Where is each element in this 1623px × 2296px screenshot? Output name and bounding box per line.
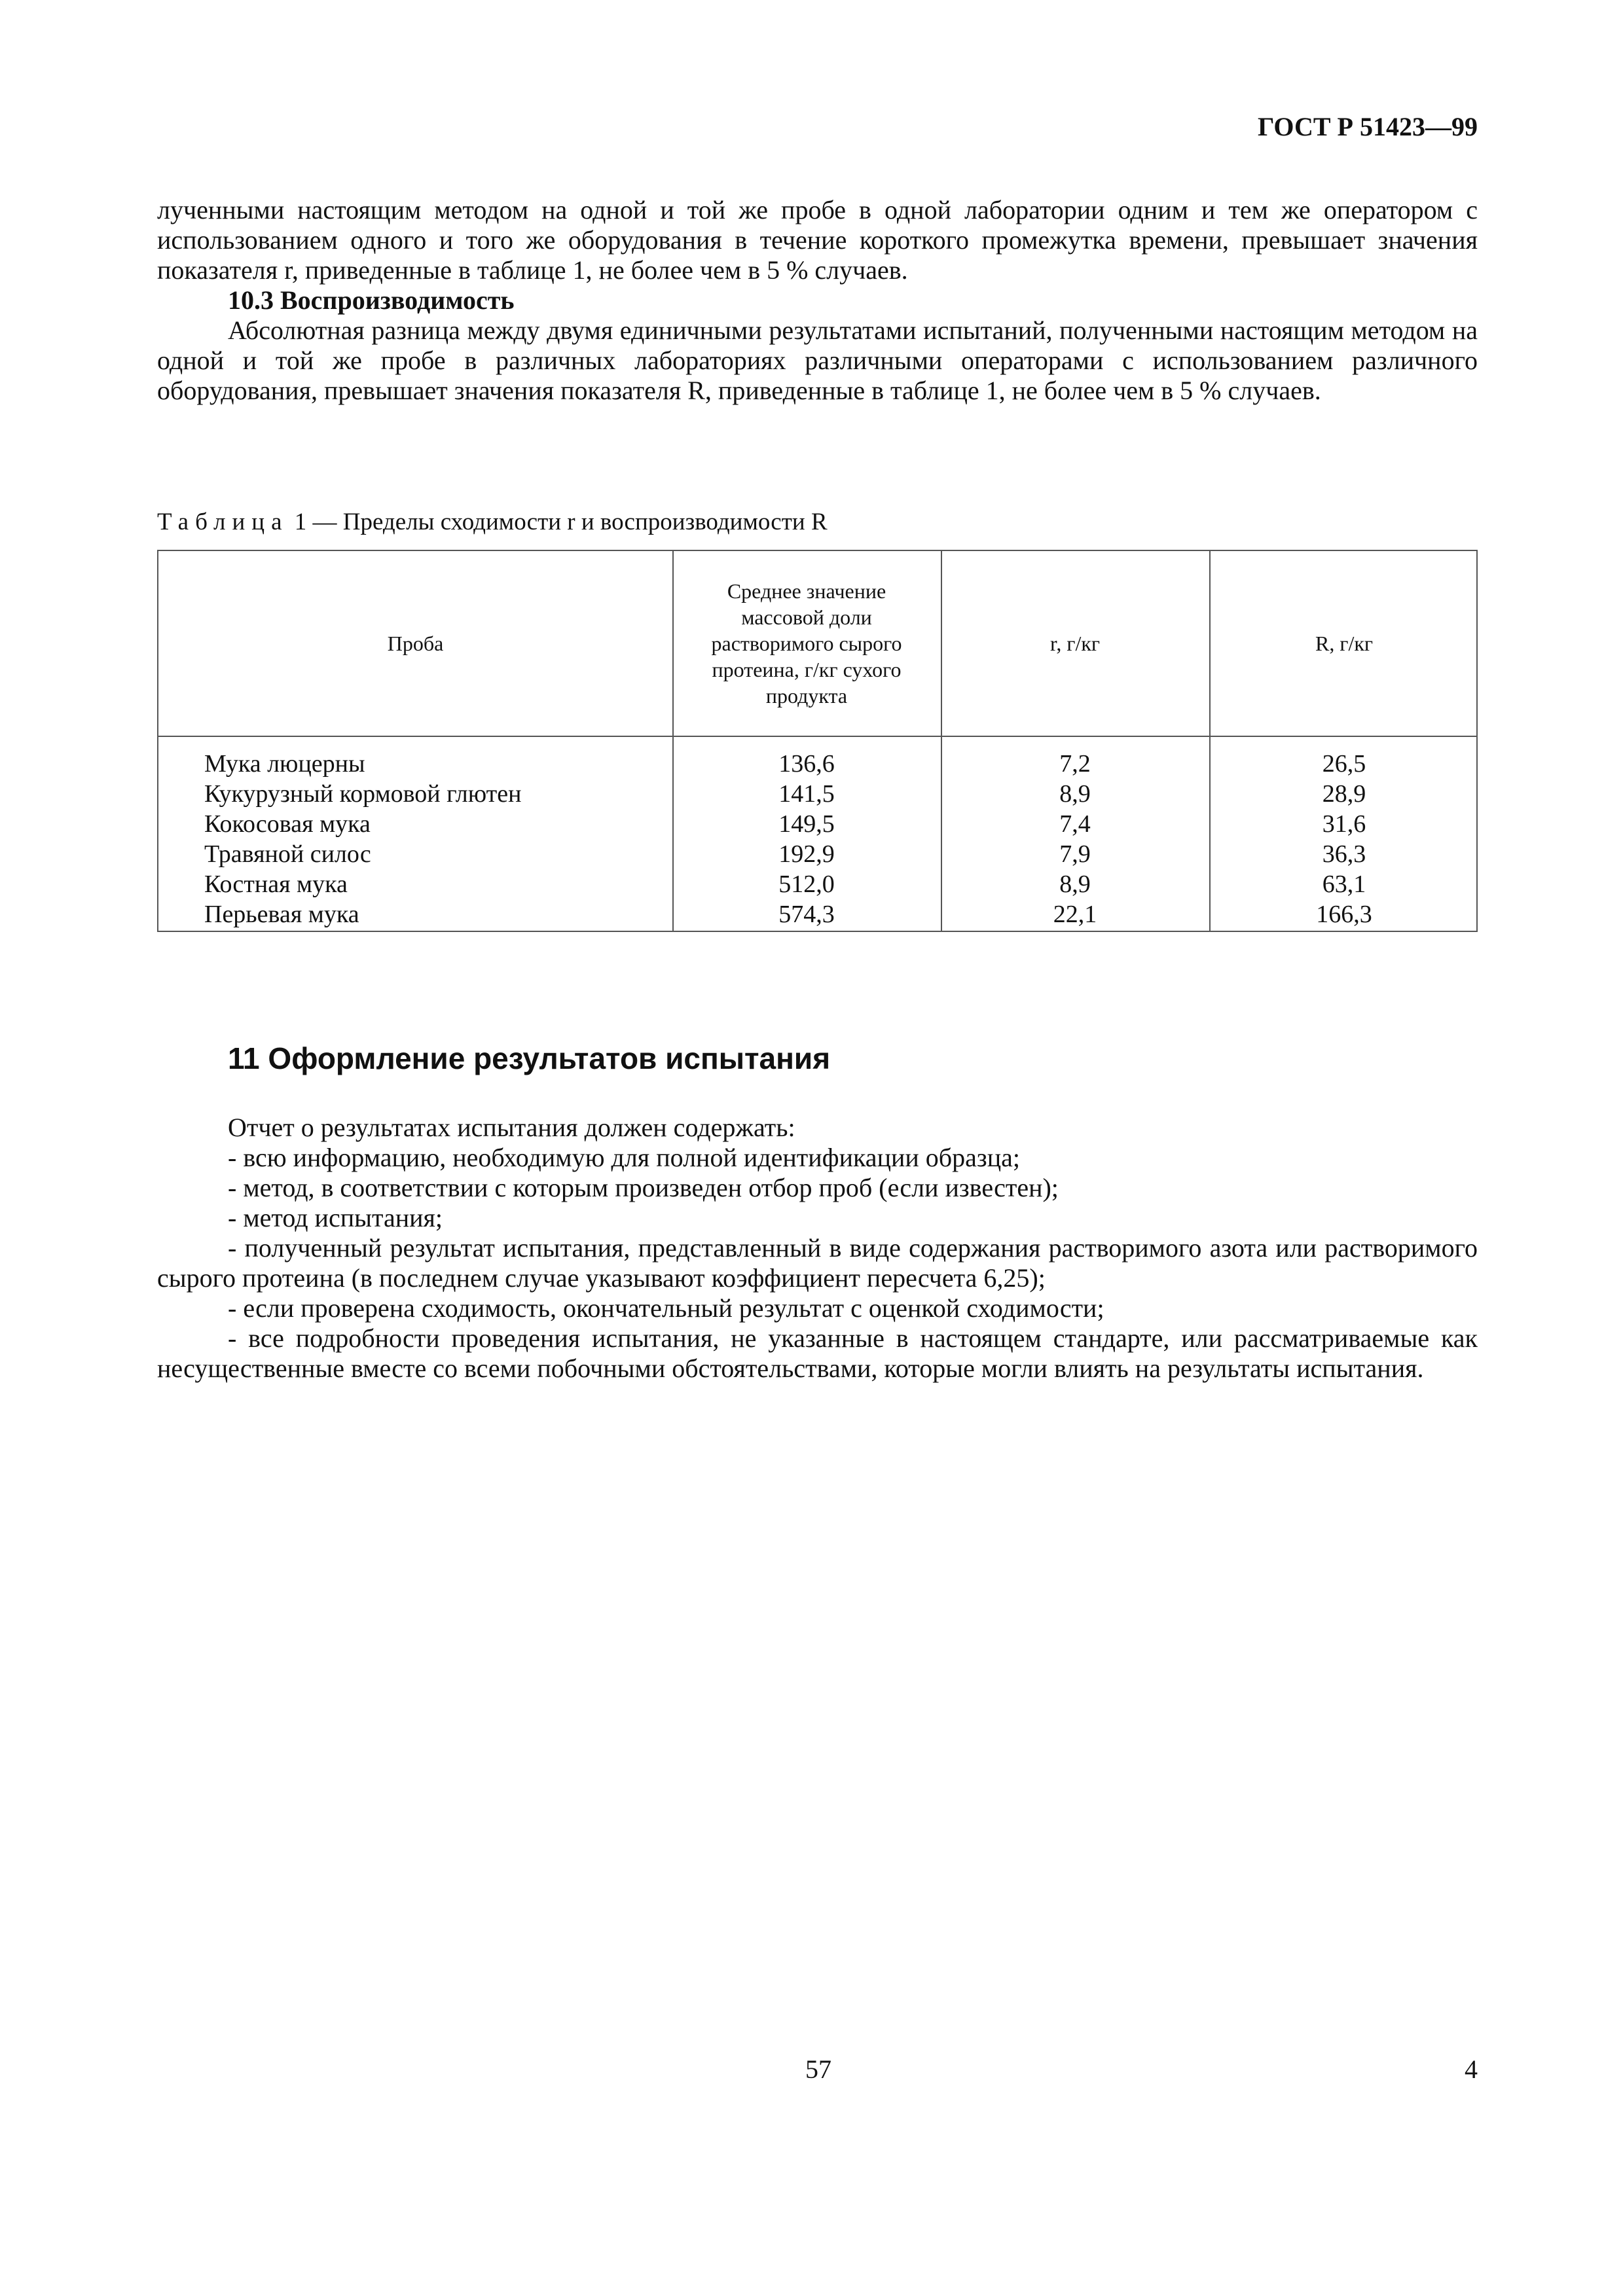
cell-mean: 192,9	[778, 840, 835, 868]
cell-mean: 136,6	[778, 750, 835, 778]
section-10-3-text: Абсолютная разница между двумя единичными результатами испытаний, полученными настоящим методом на одной и той же пробе в различных лабораториях различными операторами с использованием различного оборудования, превышает значения показателя R, приведенные в таблице 1, не более чем в 5 % случаев.	[157, 315, 1478, 405]
cell-r: 7,4	[1059, 810, 1091, 838]
cell-R: 28,9	[1322, 780, 1366, 808]
table-row	[158, 749, 1476, 779]
table-header-divider	[158, 736, 1476, 737]
table-row	[158, 869, 1476, 899]
header-probe: Проба	[387, 632, 444, 655]
cell-mean: 512,0	[778, 870, 835, 898]
cell-probe: Кокосовая мука	[204, 810, 371, 838]
table-body	[158, 749, 1476, 929]
page-number: 57	[805, 2054, 831, 2084]
header-r: r, г/кг	[1049, 632, 1101, 655]
section-11-lead: Отчет о результатах испытания должен содержать:	[228, 1113, 795, 1142]
limits-table	[157, 550, 1478, 932]
cell-probe: Перьевая мука	[204, 901, 359, 928]
table-row	[158, 779, 1476, 809]
cell-R: 26,5	[1322, 750, 1366, 778]
list-item: - всю информацию, необходимую для полной идентификации образца;	[228, 1143, 1020, 1172]
table-caption-text: 1 — Пределы сходимости r и воспроизводимости R	[288, 509, 828, 535]
table-caption-label: Таблица	[157, 509, 289, 535]
cell-mean: 149,5	[778, 810, 835, 838]
cell-r: 7,2	[1059, 750, 1091, 778]
cell-r: 7,9	[1059, 840, 1091, 868]
section-10-3-heading: 10.3 Воспроизводимость	[228, 285, 515, 315]
table-row	[158, 809, 1476, 839]
list-item: - метод, в соответствии с которым произведен отбор проб (если известен);	[228, 1173, 1059, 1202]
header-R: R, г/кг	[1315, 632, 1374, 655]
cell-R: 166,3	[1316, 901, 1372, 928]
cell-R: 63,1	[1322, 870, 1366, 898]
list-item: - метод испытания;	[228, 1203, 443, 1232]
cell-probe: Костная мука	[204, 870, 348, 898]
cell-R: 36,3	[1322, 840, 1366, 868]
cell-r: 8,9	[1059, 780, 1091, 808]
table-row	[158, 899, 1476, 929]
cell-probe: Кукурузный кормовой глютен	[204, 780, 522, 808]
document-code: ГОСТ Р 51423—99	[1257, 112, 1478, 141]
list-item: - если проверена сходимость, окончательный результат с оценкой сходимости;	[228, 1293, 1104, 1323]
cell-r: 22,1	[1053, 901, 1097, 928]
cell-r: 8,9	[1059, 870, 1091, 898]
cell-mean: 574,3	[778, 901, 835, 928]
section-11-body	[157, 1113, 1478, 1384]
intro-paragraph-block	[157, 195, 1478, 406]
cell-R: 31,6	[1322, 810, 1366, 838]
intro-paragraph: лученными настоящим методом на одной и той же пробе в одной лаборатории одним и тем же оператором с использованием одного и того же оборудования в течение короткого промежутка времени, превышает значения показателя r, приведенные в таблице 1, не более чем в 5 % случаев.	[157, 195, 1478, 285]
table-row	[158, 839, 1476, 869]
section-11-heading: 11 Оформление результатов испытания	[228, 1041, 831, 1075]
header-mean-text: Среднее значение массовой доли растворимого сырого протеина, г/кг сухого продукта	[711, 579, 902, 708]
header-mean	[672, 551, 941, 736]
sheet-number: 4	[1465, 2054, 1478, 2084]
table-caption	[157, 508, 828, 536]
cell-mean: 141,5	[778, 780, 835, 808]
list-item: - полученный результат испытания, представленный в виде содержания растворимого азота или растворимого сырого протеина (в последнем случае указывают коэффициент пересчета 6,25);	[157, 1233, 1478, 1293]
cell-probe: Травяной силос	[204, 840, 371, 868]
cell-probe: Мука люцерны	[204, 750, 365, 778]
list-item: - все подробности проведения испытания, не указанные в настоящем стандарте, или рассматриваемые как несущественные вместе со всеми побочными обстоятельствами, которые могли влиять на результаты испытания.	[157, 1323, 1478, 1383]
